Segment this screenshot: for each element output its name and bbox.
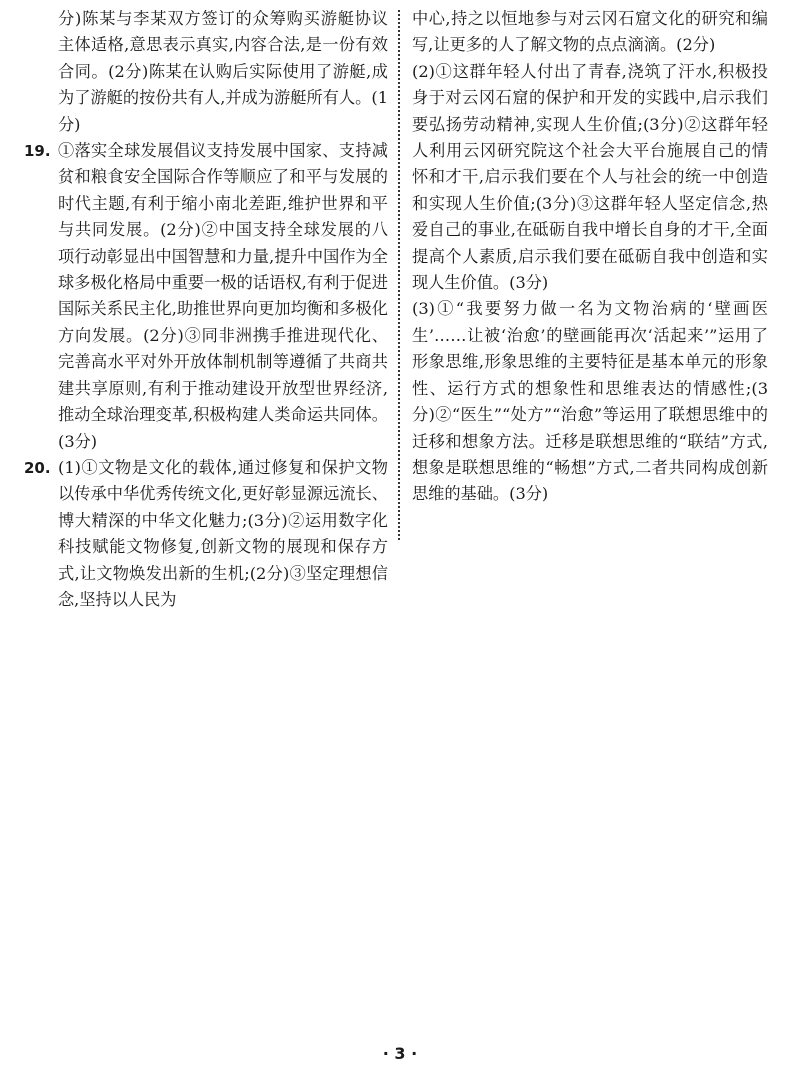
question-20-answer-part2: (2)①这群年轻人付出了青春,浇筑了汗水,积极投身于对云冈石窟的保护和开发的实践中,启示我们要弘扬劳动精神,实现人生价值;(3分)②这群年轻人利用云冈研究院这个社会大平台施展自己的情怀和才干,启示我们要在个人与社会的统一中创造和实现人生价值;(3分)③这群年轻人坚定信念,热爱自己的事业,在砥砺自我中增长自身的才干,全面提高个人素质,启示我们要在砥砺自我中创造和实现人生价值。(3分) bbox=[412, 61, 768, 293]
question-19-number: 19. bbox=[24, 142, 51, 161]
question-19-answer: ①落实全球发展倡议支持发展中国家、支持减贫和粮食安全国际合作等顺应了和平与发展的时代主题,有利于缩小南北差距,维护世界和平与共同发展。(2分)②中国支持全球发展的八项行动彰显出中国智慧和力量,提升中国作为全球多极化格局中重要一极的话语权,有利于促进国际关系民主化,助推世界向更加均衡和多极化方向发展。(2分)③同非洲携手推进现代化、完善高水平对外开放体制机制等遵循了共商共建共享原则,有利于推动建设开放型世界经济,推动全球治理变革,积极构建人类命运共同体。(3分) bbox=[58, 141, 388, 451]
q18-continuation: 分)陈某与李某双方签订的众筹购买游艇协议主体适格,意思表示真实,内容合法,是一份有效合同。(2分)陈某在认购后实际使用了游艇,成为了游艇的按份共有人,并成为游艇所有人。(1分) bbox=[58, 9, 388, 134]
right-column bbox=[412, 6, 768, 508]
column-divider bbox=[398, 10, 400, 540]
q20-part1-continuation: 中心,持之以恒地参与对云冈石窟文化的研究和编写,让更多的人了解文物的点点滴滴。(2分) bbox=[412, 9, 768, 55]
page-number: · 3 · bbox=[382, 1044, 418, 1063]
question-20-answer-part3: (3)①“我要努力做一名为文物治病的‘壁画医生’……让被‘治愈’的壁画能再次‘活起来’”运用了形象思维,形象思维的主要特征是基本单元的形象性、运行方式的想象性和思维表达的情感性;(3分)②“医生”“处方”“治愈”等运用了联想思维中的迁移和想象方法。迁移是联想思维的“联结”方式,想象是联想思维的“畅想”方式,二者共同构成创新思维的基础。(3分) bbox=[412, 299, 768, 504]
question-19 bbox=[24, 138, 388, 455]
question-20 bbox=[24, 455, 388, 613]
left-column bbox=[24, 6, 388, 613]
question-20-answer-part1: (1)①文物是文化的载体,通过修复和保护文物以传承中华优秀传统文化,更好彰显源远流长、博大精深的中华文化魅力;(3分)②运用数字化科技赋能文物修复,创新文物的展现和保存方式,让文物焕发出新的生机;(2分)③坚定理想信念,坚持以人民为 bbox=[58, 457, 388, 609]
question-20-number: 20. bbox=[24, 458, 51, 477]
